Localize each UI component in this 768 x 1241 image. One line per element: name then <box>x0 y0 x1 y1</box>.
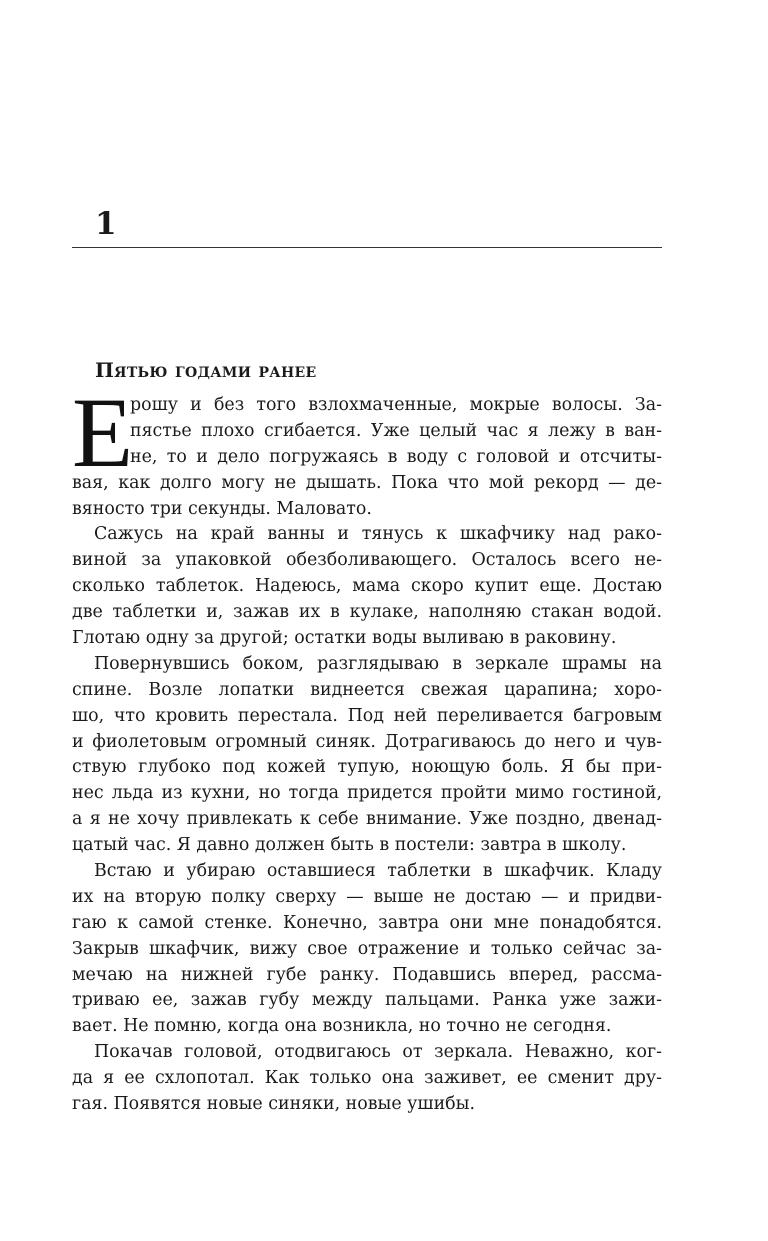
text-line: виной за упаковкой обезболивающего. Осталось всего не- <box>72 550 662 571</box>
text-line: гаю к самой стенке. Конечно, завтра они мне понадобятся. <box>72 912 662 933</box>
text-line: вяносто три секунды. Маловато. <box>72 498 372 519</box>
text-line: мечаю на нижней губе ранку. Подавшись вперед, рассма- <box>72 964 662 985</box>
text-line: гая. Появятся новые синяки, новые ушибы. <box>72 1094 475 1115</box>
text-line: ствую глубоко под кожей тупую, ноющую боль. Я бы при- <box>72 757 662 778</box>
body-text <box>72 377 662 1118</box>
section-heading: Пятью годами ранее <box>95 358 317 382</box>
text-line: Повернувшись боком, разглядываю в зеркале шрамы на <box>94 653 662 674</box>
drop-cap: Е <box>72 377 134 488</box>
text-line: их на вторую полку сверху — выше не достаю — и придви- <box>72 886 662 907</box>
text-line: сколько таблеток. Надеюсь, мама скоро купит еще. Достаю <box>72 576 662 597</box>
text-line: вая, как долго могу не дышать. Пока что мой рекорд — де- <box>72 472 662 493</box>
text-line: цатый час. Я давно должен быть в постели: завтра в школу. <box>72 835 627 856</box>
text-line: да я ее схлопотал. Как только она заживет, ее сменит дру- <box>72 1068 662 1089</box>
text-line: Глотаю одну за другой; остатки воды выливаю в раковину. <box>72 628 617 649</box>
text-line: не, то и дело погружаясь в воду с головой и отсчиты- <box>130 446 662 467</box>
text-line: Закрыв шкафчик, вижу свое отражение и только сейчас за- <box>72 938 662 959</box>
text-line: нес льда из кухни, но тогда придется пройти мимо гостиной, <box>72 783 662 804</box>
text-line: спине. Возле лопатки виднеется свежая царапина; хоро- <box>72 679 662 700</box>
chapter-number: 1 <box>95 206 117 242</box>
chapter-divider <box>72 247 662 248</box>
text-line: Покачав головой, отодвигаюсь от зеркала. Неважно, ког- <box>94 1042 662 1063</box>
text-line: Сажусь на край ванны и тянусь к шкафчику над рако- <box>94 524 662 545</box>
text-line: шо, что кровить перестала. Под ней переливается багровым <box>72 705 662 726</box>
text-line: рошу и без того взлохмаченные, мокрые волосы. За- <box>130 395 662 415</box>
text-line: пястье плохо сгибается. Уже целый час я лежу в ван- <box>130 420 662 441</box>
text-line: две таблетки и, зажав их в кулаке, наполняю стакан водой. <box>72 602 662 623</box>
text-line: триваю ее, зажав губу между пальцами. Ранка уже зажи- <box>72 990 662 1011</box>
text-line: вает. Не помню, когда она возникла, но точно не сегодня. <box>72 1016 612 1037</box>
text-line: а я не хочу привлекать к себе внимание. Уже поздно, двенад- <box>72 809 662 830</box>
text-line: и фиолетовым огромный синяк. Дотрагиваюсь до него и чув- <box>72 731 662 752</box>
text-line: Встаю и убираю оставшиеся таблетки в шкафчик. Кладу <box>94 861 662 882</box>
